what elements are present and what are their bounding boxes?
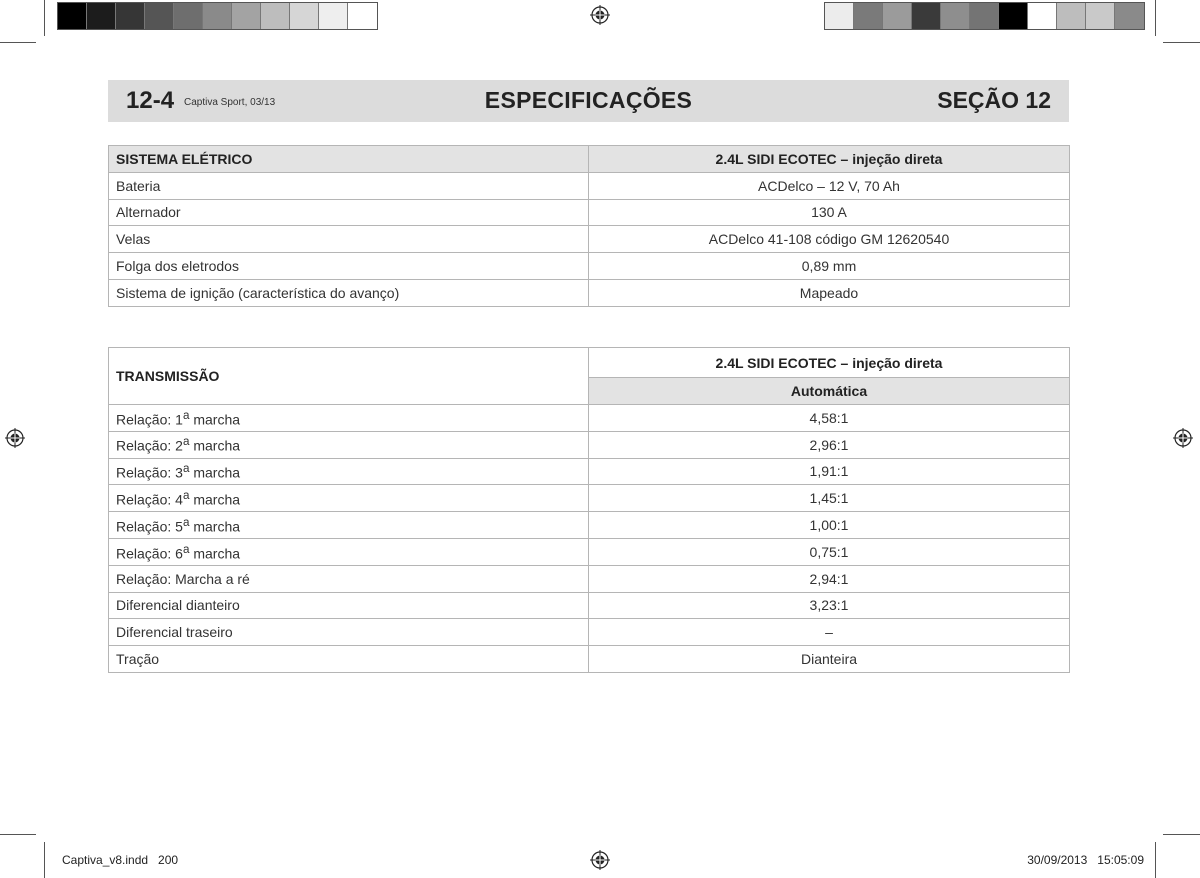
color-swatch: [1057, 3, 1086, 29]
color-swatch: [116, 3, 145, 29]
table-row: [109, 458, 1070, 485]
spec-value: 2,94:1: [589, 565, 1070, 592]
color-calibration-bar-right: [824, 2, 1145, 30]
color-calibration-bar-left: [57, 2, 378, 30]
registration-mark-icon: [5, 428, 25, 448]
spec-label: Bateria: [109, 172, 589, 199]
gear-ratio-label: Relação: 2$^a$ marcha: [109, 431, 589, 458]
table-row: [109, 646, 1070, 673]
spec-value: –: [589, 619, 1070, 646]
vehicle-model-edition: Captiva Sport, 03/13: [184, 97, 276, 108]
table-heading: SISTEMA ELÉTRICO: [109, 146, 589, 173]
gear-ratio-label: Relação: 1$^a$ marcha: [109, 405, 589, 432]
spec-label: Diferencial dianteiro: [109, 592, 589, 619]
transmission-table: [108, 347, 1070, 673]
gear-ratio-value: 1,00:1: [589, 512, 1070, 539]
spec-label: Diferencial traseiro: [109, 619, 589, 646]
gear-ratio-label: Relação: 3$^a$ marcha: [109, 458, 589, 485]
color-swatch: [1115, 3, 1144, 29]
engine-column-heading: 2.4L SIDI ECOTEC – injeção direta: [589, 146, 1070, 173]
table-row: [109, 512, 1070, 539]
crop-mark: [1163, 42, 1200, 43]
color-swatch: [290, 3, 319, 29]
gear-ratio-label: Relação: 5$^a$ marcha: [109, 512, 589, 539]
footer-file-info: Captiva_v8.indd 200: [62, 853, 179, 867]
spec-value: 0,89 mm: [589, 253, 1070, 280]
color-swatch: [174, 3, 203, 29]
color-swatch: [348, 3, 377, 29]
color-swatch: [912, 3, 941, 29]
table-header-row: [109, 146, 1070, 173]
table-heading: TRANSMISSÃO: [109, 348, 589, 405]
footer-timestamp: 30/09/2013 15:05:09: [1027, 853, 1144, 867]
table-row: [109, 199, 1070, 226]
engine-column-heading: 2.4L SIDI ECOTEC – injeção direta: [589, 348, 1070, 378]
gear-ratio-label: Relação: 4$^a$ marcha: [109, 485, 589, 512]
table-row: [109, 485, 1070, 512]
page-number: 12-4: [126, 87, 175, 114]
crop-mark: [0, 834, 36, 835]
spec-value: ACDelco 41-108 código GM 12620540: [589, 226, 1070, 253]
gear-ratio-value: 0,75:1: [589, 538, 1070, 565]
color-swatch: [145, 3, 174, 29]
crop-mark: [0, 42, 36, 43]
color-swatch: [203, 3, 232, 29]
gear-ratio-value: 1,45:1: [589, 485, 1070, 512]
crop-mark: [44, 0, 45, 36]
spec-label: Relação: Marcha a ré: [109, 565, 589, 592]
spec-value: Dianteira: [589, 646, 1070, 673]
table-row: [109, 405, 1070, 432]
color-swatch: [58, 3, 87, 29]
page-header: [108, 80, 1069, 122]
color-swatch: [1028, 3, 1057, 29]
spec-value: 3,23:1: [589, 592, 1070, 619]
transmission-type-heading: Automática: [589, 378, 1070, 405]
table-row: [109, 226, 1070, 253]
color-swatch: [261, 3, 290, 29]
color-swatch: [232, 3, 261, 29]
crop-mark: [1163, 834, 1200, 835]
color-swatch: [825, 3, 854, 29]
crop-mark: [44, 842, 45, 878]
color-swatch: [854, 3, 883, 29]
spec-label: Folga dos eletrodos: [109, 253, 589, 280]
spec-value: Mapeado: [589, 279, 1070, 306]
color-swatch: [87, 3, 116, 29]
gear-ratio-value: 4,58:1: [589, 405, 1070, 432]
table-row: [109, 431, 1070, 458]
table-row: [109, 538, 1070, 565]
table-row: [109, 279, 1070, 306]
spec-label: Alternador: [109, 199, 589, 226]
spec-label: Tração: [109, 646, 589, 673]
color-swatch: [970, 3, 999, 29]
gear-ratio-value: 2,96:1: [589, 431, 1070, 458]
registration-mark-icon: [590, 5, 610, 25]
registration-mark-icon: [590, 850, 610, 870]
table-row: [109, 172, 1070, 199]
spec-value: ACDelco – 12 V, 70 Ah: [589, 172, 1070, 199]
color-swatch: [883, 3, 912, 29]
table-row: [109, 565, 1070, 592]
spec-label: Velas: [109, 226, 589, 253]
table-row: [109, 619, 1070, 646]
spec-value: 130 A: [589, 199, 1070, 226]
table-row: [109, 253, 1070, 280]
crop-mark: [1155, 0, 1156, 36]
electrical-system-table: [108, 145, 1070, 307]
crop-mark: [1155, 842, 1156, 878]
color-swatch: [999, 3, 1028, 29]
table-row: [109, 592, 1070, 619]
color-swatch: [1086, 3, 1115, 29]
color-swatch: [941, 3, 970, 29]
page-title: ESPECIFICAÇÕES: [484, 87, 693, 113]
gear-ratio-label: Relação: 6$^a$ marcha: [109, 538, 589, 565]
gear-ratio-value: 1,91:1: [589, 458, 1070, 485]
section-label: SEÇÃO 12: [937, 87, 1051, 113]
spec-label: Sistema de ignição (característica do avanço): [109, 279, 589, 306]
table-header-row: [109, 348, 1070, 378]
registration-mark-icon: [1173, 428, 1193, 448]
color-swatch: [319, 3, 348, 29]
